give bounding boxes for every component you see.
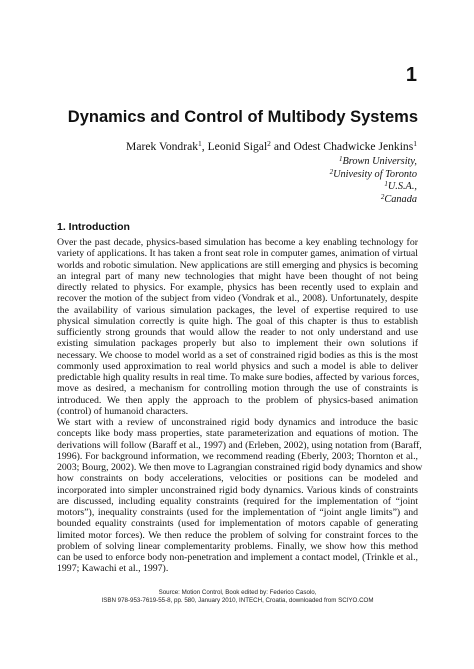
chapter-number: 1: [405, 64, 417, 86]
affiliation-line: [384, 180, 417, 192]
body-line: commonly used approximation to real world physics and such a model is able to deliver: [57, 360, 418, 372]
body-line: physical simulation correctly is quite high. The goal of this chapter is thus to establish: [57, 315, 418, 327]
body-line: are discussed, including equality constraints (required for the implementation of “joint: [57, 495, 418, 507]
body-line: motors”), inequality constraints (used for the implementation of “joint angle limits”) and: [57, 507, 418, 518]
body-line: We start with a review of unconstrained rigid body dynamics and introduce the basic: [57, 417, 418, 428]
body-line: predictable high quality results in real time. To make sure bodies, affected by various forces,: [57, 372, 420, 383]
body-line: how constraints on body accelerations, velocities or positions can be modeled and: [57, 473, 418, 485]
body-line: bounded equality constraints (used for implementation of motors capable of generating: [57, 518, 418, 530]
body-line: Over the past decade, physics-based simulation has become a key enabling technology for: [57, 237, 418, 248]
body-line: limited motor forces). We then reduce the problem of solving for constraint forces to the: [57, 529, 418, 541]
body-line: an integral part of many new technologies that might have been thought of not being: [57, 270, 418, 282]
body-line: 2003; Bourg, 2002). We then move to Lagrangian constrained rigid body dynamics and show: [57, 462, 423, 473]
affiliation-marker: 2: [329, 168, 334, 176]
body-line: concepts like body mass properties, state parameterization and equations of motion. The: [57, 428, 418, 440]
body-line: the availability of various simulation packages, the level of expertise required to use: [57, 304, 418, 316]
source-footer-line: Source: Motion Control, Book edited by: Federico Casolo,: [158, 589, 317, 596]
body-text: [57, 237, 423, 575]
body-line: move as desired, a mechanism for controlling motion through the use of constraints is: [57, 383, 418, 395]
author-list: [126, 139, 417, 153]
body-line: variety of applications. It has taken a front seat role in computer games, animation of virtual: [57, 248, 419, 260]
body-line: sufficiently strong grounds that would allow the reader to not only understand and use: [57, 327, 418, 338]
body-line: incorporated into simpler unconstrained rigid body dynamics. Various kinds of constraints: [57, 484, 418, 496]
body-line: (control) of humanoid characters.: [57, 405, 189, 417]
body-line: existing simulation packages properly but also to implement their own solutions if: [57, 338, 418, 350]
affiliation-line: [330, 168, 417, 180]
author-name: and Odest Chadwicke Jenkins: [270, 140, 414, 153]
affiliation-text: Canada: [384, 194, 417, 205]
affiliation-marker: 1: [338, 155, 343, 163]
author-name: , Leonid Sigal: [201, 140, 268, 153]
source-footer-line: ISBN 978-953-7619-55-8, pp. 580, January 2010, INTECH, Croatia, downloaded from SCIYO.COM: [101, 597, 374, 604]
affiliation-text: Univesity of Toronto: [333, 169, 417, 180]
chapter-title: Dynamics and Control of Multibody Systems: [67, 108, 418, 126]
affiliation-marker: 1: [413, 139, 417, 148]
body-line: 1997; Kawachi et al., 1997).: [57, 563, 169, 575]
body-line: worlds and robotic simulation. New applications are still emerging and physics is becoming: [57, 259, 418, 271]
affiliation-marker: 1: [384, 180, 388, 188]
affiliation-marker: 2: [267, 139, 271, 148]
body-line: recover the motion of the subject from video (Vondrak et al., 2008). Unfortunately, despite: [57, 293, 418, 305]
author-name: Marek Vondrak: [126, 140, 199, 153]
body-line: necessary. We choose to model world as a set of constrained rigid bodies as this is the most: [57, 349, 418, 361]
affiliation-text: U.S.A.,: [387, 181, 417, 192]
affiliation-marker: 2: [380, 193, 385, 201]
section-heading: 1. Introduction: [57, 221, 130, 233]
affiliation-text: Brown University,: [342, 156, 417, 167]
body-line: derivations will follow (Baraff et al., 1997) and (Erleben, 2002), using notation from (Baraff,: [57, 439, 422, 451]
affiliation-line: [339, 155, 417, 167]
body-line: introduced. We then apply the approach to the problem of physics-based animation: [57, 394, 418, 406]
affiliation-marker: 1: [198, 139, 202, 148]
affiliation-line: [381, 193, 417, 205]
body-line: directly related to physics. For example, physics has been recently used to explain and: [57, 282, 418, 293]
body-line: can be used to enforce body non-penetration and implement a contact model, (Trinkle et al.,: [57, 552, 418, 563]
body-line: 1996). For background information, we recommend reading (Eberly, 2003; Thornton et al.,: [57, 450, 418, 462]
body-line: problem of solving linear complementarity problems. Finally, we show how this method: [57, 540, 418, 552]
